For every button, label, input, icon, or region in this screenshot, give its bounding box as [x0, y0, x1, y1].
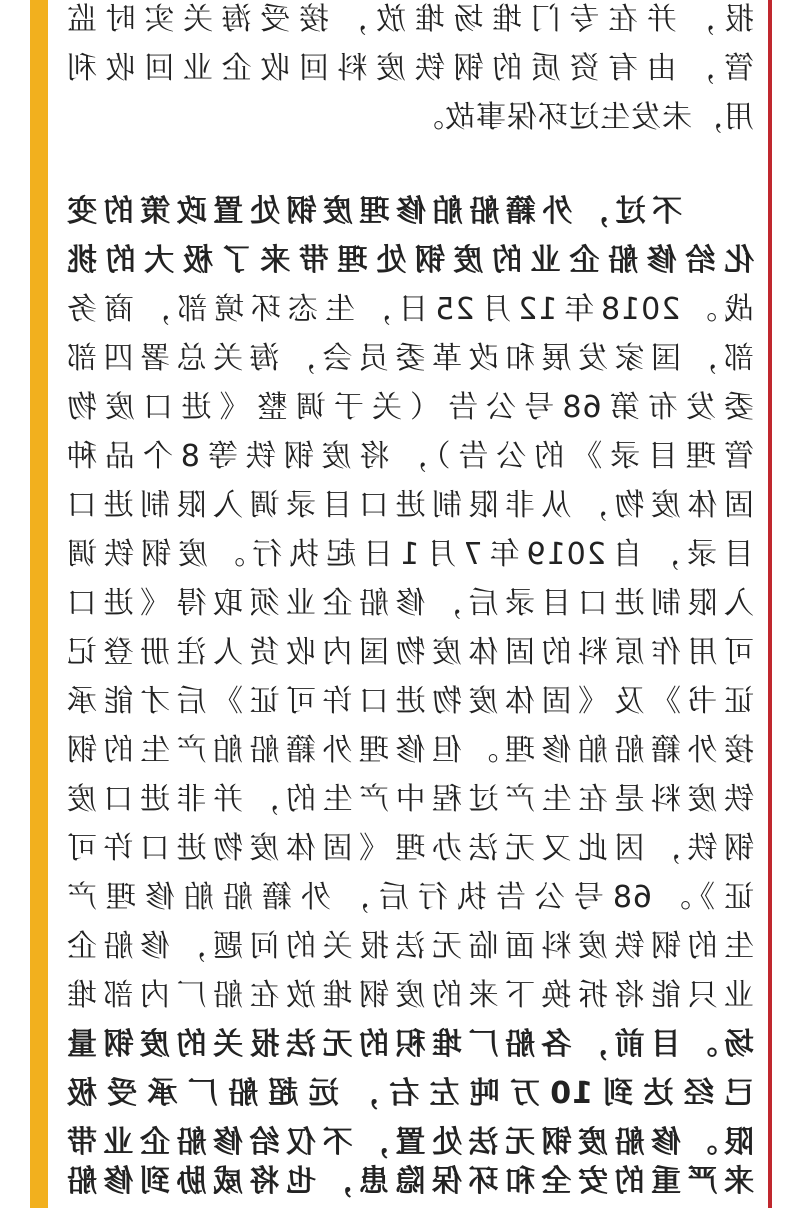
text-line: 生的钢铁废料面临无法报关的问题，修船企: [66, 929, 754, 964]
text-line: 战。2018年12月25日，生态环境部，商务: [66, 292, 754, 327]
text-line: 用，未发生过环保事故。: [413, 100, 754, 135]
text-line: 已经达到10万吨左右，远超船厂承受极: [66, 1076, 754, 1111]
text-line: 铁废料是在生产过程中产生的，并非进口废: [66, 782, 754, 817]
text-line: 报，并在专门堆场堆放，接受海关实时监: [66, 2, 754, 37]
text-line: 来严重的安全和环保隐患，也将威胁到修船: [66, 1164, 754, 1199]
text-line: 场。目前，各船厂堆积的无法报关的废钢量: [66, 1027, 754, 1062]
left-decorative-border: [30, 0, 48, 1208]
text-line: 部，国家发展和改革委员会，海关总署四部: [66, 341, 754, 376]
text-line: 钢铁，因此又无法办理《固体废物进口许可: [66, 831, 754, 866]
right-decorative-border: [758, 0, 772, 1208]
text-line: 不过，外籍船舶修理废钢处置政策的变: [66, 194, 682, 229]
text-line: 管理目录》的公告），将废钢铁等8个品种: [66, 439, 754, 474]
text-line: 委发布第68号公告（关于调整《进口废物: [66, 390, 754, 425]
text-line: 入限制进口目录后，修船企业须取得《进口: [66, 586, 754, 621]
text-line: 化给修船企业的废钢处理带来了极大的挑: [66, 243, 754, 278]
article-body: [66, 0, 754, 1208]
text-line: 目录，自2019年7月1日起执行。废钢铁调: [66, 537, 754, 572]
text-line: 接外籍船舶修理。但修理外籍船舶产生的钢: [66, 733, 754, 768]
text-line: 证》。68号公告执行后，外籍船舶修理产: [66, 880, 754, 915]
text-line: 限。修船废钢无法处置，不仅给修船企业带: [66, 1125, 754, 1160]
text-line: 证书》及《固体废物进口许可证》后才能承: [66, 684, 754, 719]
text-line: 业只能将拆换下来的废钢堆放在船厂内部堆: [66, 978, 754, 1013]
text-line: 管，由有资质的钢铁废料回收企业回收利: [66, 51, 754, 86]
text-line: 可用作原料的固体废物国内收货人注册登记: [66, 635, 754, 670]
text-line: 固体废物，从非限制进口目录调入限制进口: [66, 488, 754, 523]
